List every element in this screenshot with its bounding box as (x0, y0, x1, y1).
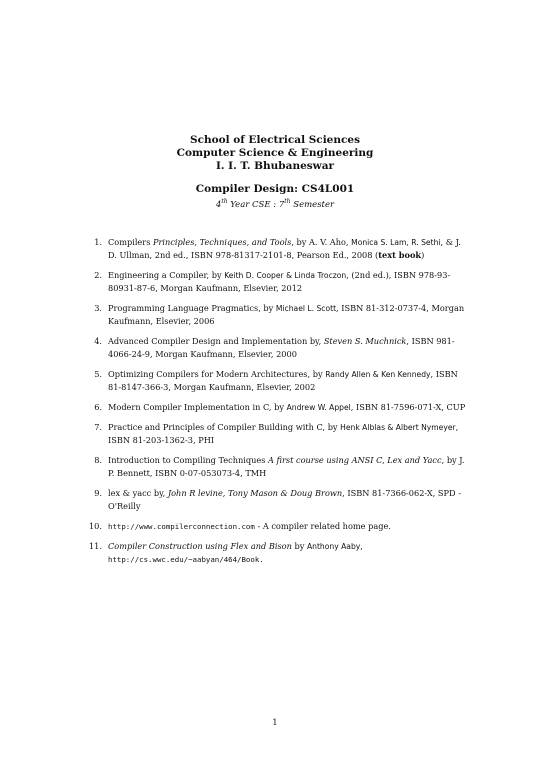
ref-title: Compiler Construction using Flex and Bison (108, 541, 292, 551)
list-item (94, 269, 468, 295)
ref-text: Practice and Principles of Compiler Building with C, by (108, 422, 341, 432)
list-item (94, 302, 468, 328)
institute-name: I. I. T. Bhubaneswar (215, 160, 335, 172)
item-number: 7. (94, 422, 102, 432)
ref-text: , ISBN 981-4066-24-9, Morgan Kaufmann, Elsevier, 2000 (108, 336, 455, 359)
ref-text: Advanced Compiler Design and Implementation by, (108, 336, 324, 346)
ref-authors: Monica S. Lam, R. Sethi (351, 238, 441, 247)
course-subtitle (0, 196, 550, 211)
ref-authors: John R levine, Tony Mason & Doug Brown (167, 488, 343, 498)
ref-text: , ISBN 81-203-1362-3, PHI (108, 422, 459, 445)
ref-text: , (2nd ed.), ISBN 978-93-80931-87-6, Morgan Kaufmann, Elsevier, 2012 (108, 270, 451, 293)
ref-text: Compilers (108, 237, 153, 247)
ref-text: , ISBN 81-312-0737-4, Morgan Kaufmann, Elsevier, 2006 (108, 303, 465, 326)
semester-suffix: th (284, 198, 291, 205)
ref-text: ) (421, 250, 425, 260)
ref-title: A first course using ANSI C, Lex and Yacc (268, 455, 442, 465)
ref-text: lex & yacc by, (108, 488, 168, 498)
ref-text: Modern Compiler Implementation in C, by (108, 402, 287, 412)
ref-title: Principles, Techniques, and Tools (153, 237, 292, 247)
item-number: 8. (94, 455, 102, 465)
ref-text: by (291, 541, 307, 551)
ref-authors: Henk Alblas & Albert Nymeyer (340, 423, 456, 432)
institution-header (0, 134, 550, 173)
ref-text: Optimizing Compilers for Modern Architectures, by (108, 369, 326, 379)
list-item (88, 520, 468, 533)
year-text: Year CSE : 7 (227, 199, 285, 210)
year-number: 4 (215, 199, 222, 210)
course-title: Compiler Design: CS4L001 (195, 183, 355, 195)
item-number: 3. (94, 303, 102, 313)
ref-authors: Andrew W. Appel (286, 403, 351, 412)
ref-authors: Anthony Aaby (306, 542, 361, 551)
item-number: 5. (94, 369, 102, 379)
ref-authors: Michael L. Scott (275, 304, 337, 313)
ref-authors: Steven S. Muchnick (323, 336, 407, 346)
department-name: Computer Science & Engineering (176, 147, 374, 159)
ref-authors: Randy Allen & Ken Kennedy (325, 370, 431, 379)
ref-text: , ISBN 81-8147-366-3, Morgan Kaufmann, Elsevier, 2002 (108, 369, 458, 392)
ref-text: , ISBN 81-7366-062-X, SPD - O'Reilly (108, 488, 461, 511)
course-header (0, 183, 550, 211)
semester-text: Semester (290, 199, 335, 210)
year-suffix: th (221, 198, 228, 205)
item-number: 10. (88, 521, 102, 531)
ref-text: Introduction to Compiling Techniques (108, 455, 269, 465)
item-number: 2. (94, 270, 102, 280)
ref-text: Programming Language Pragmatics, by (108, 303, 276, 313)
ref-note: text book (378, 250, 422, 260)
ref-text: - A compiler related home page. (254, 521, 391, 531)
list-item (94, 236, 468, 262)
list-item (88, 540, 468, 566)
ref-url-link[interactable]: http://cs.wwc.edu/~aabyan/464/Book. (108, 555, 264, 564)
ref-text: Engineering a Compiler, by (108, 270, 225, 280)
item-number: 11. (88, 541, 102, 551)
item-number: 6. (94, 402, 102, 412)
page-number: 1 (272, 718, 278, 728)
list-item (94, 335, 468, 361)
list-item (94, 454, 468, 480)
list-item (94, 401, 468, 414)
reference-list (88, 236, 468, 573)
ref-text: , by A. V. Aho, (291, 237, 352, 247)
item-number: 9. (94, 488, 102, 498)
item-number: 1. (94, 237, 102, 247)
ref-authors: Keith D. Cooper & Linda Troczon (224, 271, 347, 280)
item-number: 4. (94, 336, 102, 346)
ref-text: , & J. D. Ullman, 2nd ed., ISBN 978-81317-2101-8, Pearson Ed., 2008 ( (108, 237, 461, 260)
school-name: School of Electrical Sciences (190, 134, 360, 146)
list-item (94, 368, 468, 394)
ref-text: , (360, 541, 363, 551)
ref-text: , by J. P. Bennett, ISBN 0-07-053073-4, TMH (108, 455, 465, 478)
list-item (94, 421, 468, 447)
ref-text: , ISBN 81-7596-071-X, CUP (350, 402, 466, 412)
list-item (94, 487, 468, 513)
ref-url-link[interactable]: http://www.compilerconnection.com (108, 522, 255, 531)
